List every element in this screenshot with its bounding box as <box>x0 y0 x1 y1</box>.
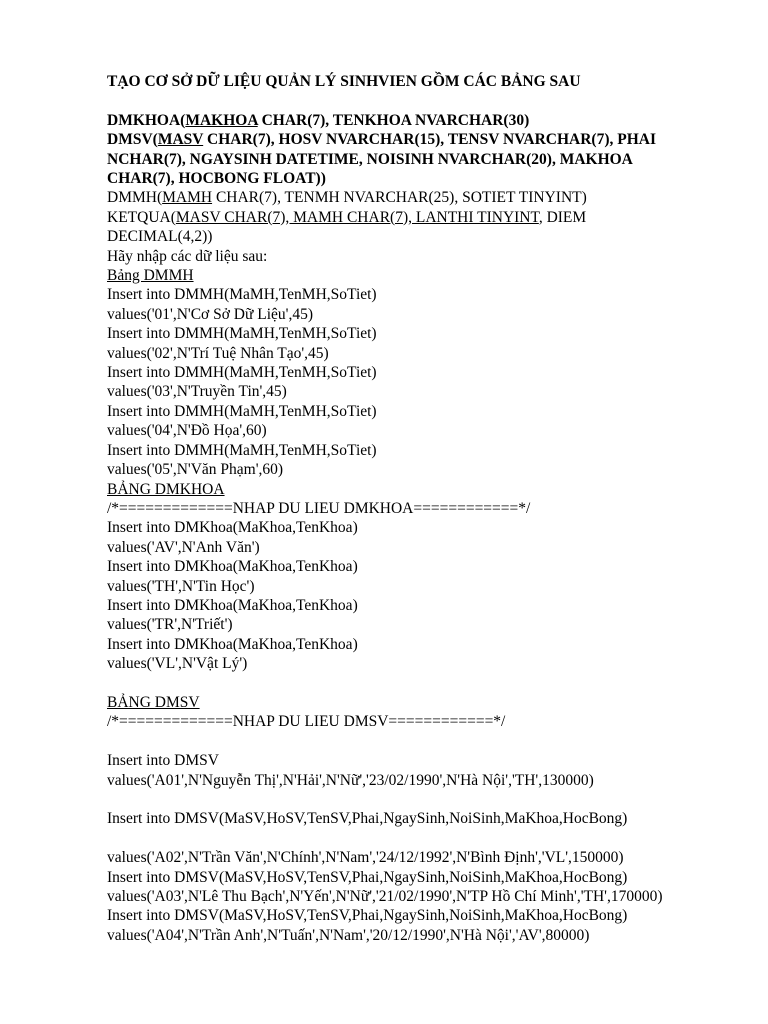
document-title: TẠO CƠ SỞ DỮ LIỆU QUẢN LÝ SINHVIEN GỒM CÁC BẢNG SAU <box>107 73 581 90</box>
code-line: Insert into DMKhoa(MaKhoa,TenKhoa) <box>107 635 358 653</box>
schema-dmsv-line3: CHAR(7), HOCBONG FLOAT)) <box>107 170 326 188</box>
schema-dmmh-columns: CHAR(7), TENMH NVARCHAR(25), SOTIET TINYINT) <box>212 189 587 207</box>
code-line: Insert into DMMH(MaMH,TenMH,SoTiet) <box>107 325 377 343</box>
intro-text: Hãy nhập các dữ liệu sau: <box>107 247 268 265</box>
code-line: Insert into DMMH(MaMH,TenMH,SoTiet) <box>107 441 377 459</box>
code-line: values('02',N'Trí Tuệ Nhân Tạo',45) <box>107 344 329 362</box>
schema-ketqua-prefix: KETQUA( <box>107 208 176 226</box>
code-line: Insert into DMKhoa(MaKhoa,TenKhoa) <box>107 558 358 576</box>
dmsv-statements-2 <box>107 848 747 945</box>
code-line: values('AV',N'Anh Văn') <box>107 538 260 556</box>
schema-dmsv-key: MASV <box>157 131 204 149</box>
spacer <box>107 91 747 110</box>
schema-ketqua <box>107 208 747 227</box>
code-line: Insert into DMMH(MaMH,TenMH,SoTiet) <box>107 364 377 382</box>
schema-dmmh <box>107 188 747 207</box>
dmkhoa-heading: BẢNG DMKHOA <box>107 480 225 498</box>
code-line: Insert into DMSV <box>107 752 219 770</box>
schema-ketqua-key: MASV CHAR(7), MAMH CHAR(7), LANTHI TINYINT <box>175 208 539 226</box>
schema-dmsv <box>107 130 747 149</box>
code-line: values('01',N'Cơ Sở Dữ Liệu',45) <box>107 305 314 323</box>
dmsv-statements-1 <box>107 751 747 790</box>
schema-dmkhoa-columns: CHAR(7), TENKHOA NVARCHAR(30) <box>257 111 530 129</box>
code-line: Insert into DMSV(MaSV,HoSV,TenSV,Phai,NgaySinh,NoiSinh,MaKhoa,HocBong) <box>107 907 628 925</box>
dmsv-heading: BẢNG DMSV <box>107 693 200 711</box>
code-line: Insert into DMMH(MaMH,TenMH,SoTiet) <box>107 286 377 304</box>
spacer <box>107 790 747 809</box>
code-line: values('04',N'Đồ Họa',60) <box>107 422 267 440</box>
dmkhoa-statements <box>107 518 747 673</box>
spacer <box>107 732 747 751</box>
schema-ketqua-columns: , DIEM <box>538 208 587 226</box>
code-line: Insert into DMKhoa(MaKhoa,TenKhoa) <box>107 519 358 537</box>
dmmh-statements <box>107 285 747 479</box>
schema-dmkhoa-prefix: DMKHOA( <box>107 111 186 129</box>
schema-dmkhoa-key: MAKHOA <box>185 111 258 129</box>
schema-ketqua-line2: DECIMAL(4,2)) <box>107 228 213 246</box>
code-line: values('A02',N'Trần Văn',N'Chính',N'Nam','24/12/1992',N'Bình Định','VL',150000) <box>107 849 624 867</box>
dmmh-heading: Bảng DMMH <box>107 267 194 285</box>
spacer <box>107 829 747 848</box>
document-page <box>107 72 747 945</box>
code-line: values('03',N'Truyền Tin',45) <box>107 383 287 401</box>
code-line: values('A04',N'Trần Anh',N'Tuấn',N'Nam','20/12/1990',N'Hà Nội','AV',80000) <box>107 926 590 944</box>
schema-dmkhoa <box>107 111 747 130</box>
code-line: Insert into DMKhoa(MaKhoa,TenKhoa) <box>107 596 358 614</box>
code-line: values('A03',N'Lê Thu Bạch',N'Yến',N'Nữ','21/02/1990',N'TP Hồ Chí Minh','TH',170000) <box>107 887 663 905</box>
dmsv-comment: /*=============NHAP DU LIEU DMSV============*/ <box>107 713 506 731</box>
code-line: Insert into DMSV(MaSV,HoSV,TenSV,Phai,NgaySinh,NoiSinh,MaKhoa,HocBong) <box>107 868 628 886</box>
spacer <box>107 674 747 693</box>
code-line: values('VL',N'Vật Lý') <box>107 655 248 673</box>
code-line: values('TH',N'Tin Học') <box>107 577 255 595</box>
schema-dmsv-prefix: DMSV( <box>107 131 158 149</box>
schema-dmmh-prefix: DMMH( <box>107 189 163 207</box>
schema-dmsv-line2: NCHAR(7), NGAYSINH DATETIME, NOISINH NVARCHAR(20), MAKHOA <box>107 150 633 168</box>
code-line: Insert into DMMH(MaMH,TenMH,SoTiet) <box>107 402 377 420</box>
dmkhoa-comment: /*=============NHAP DU LIEU DMKHOA============*/ <box>107 499 531 517</box>
code-line: values('TR',N'Triết') <box>107 616 233 634</box>
dmsv-insert-line: Insert into DMSV(MaSV,HoSV,TenSV,Phai,NgaySinh,NoiSinh,MaKhoa,HocBong) <box>107 810 628 828</box>
schema-dmsv-columns: CHAR(7), HOSV NVARCHAR(15), TENSV NVARCHAR(7), PHAI <box>203 131 657 149</box>
code-line: values('05',N'Văn Phạm',60) <box>107 461 284 479</box>
code-line: values('A01',N'Nguyễn Thị',N'Hải',N'Nữ','23/02/1990',N'Hà Nội','TH',130000) <box>107 771 594 789</box>
schema-dmmh-key: MAMH <box>162 189 213 207</box>
